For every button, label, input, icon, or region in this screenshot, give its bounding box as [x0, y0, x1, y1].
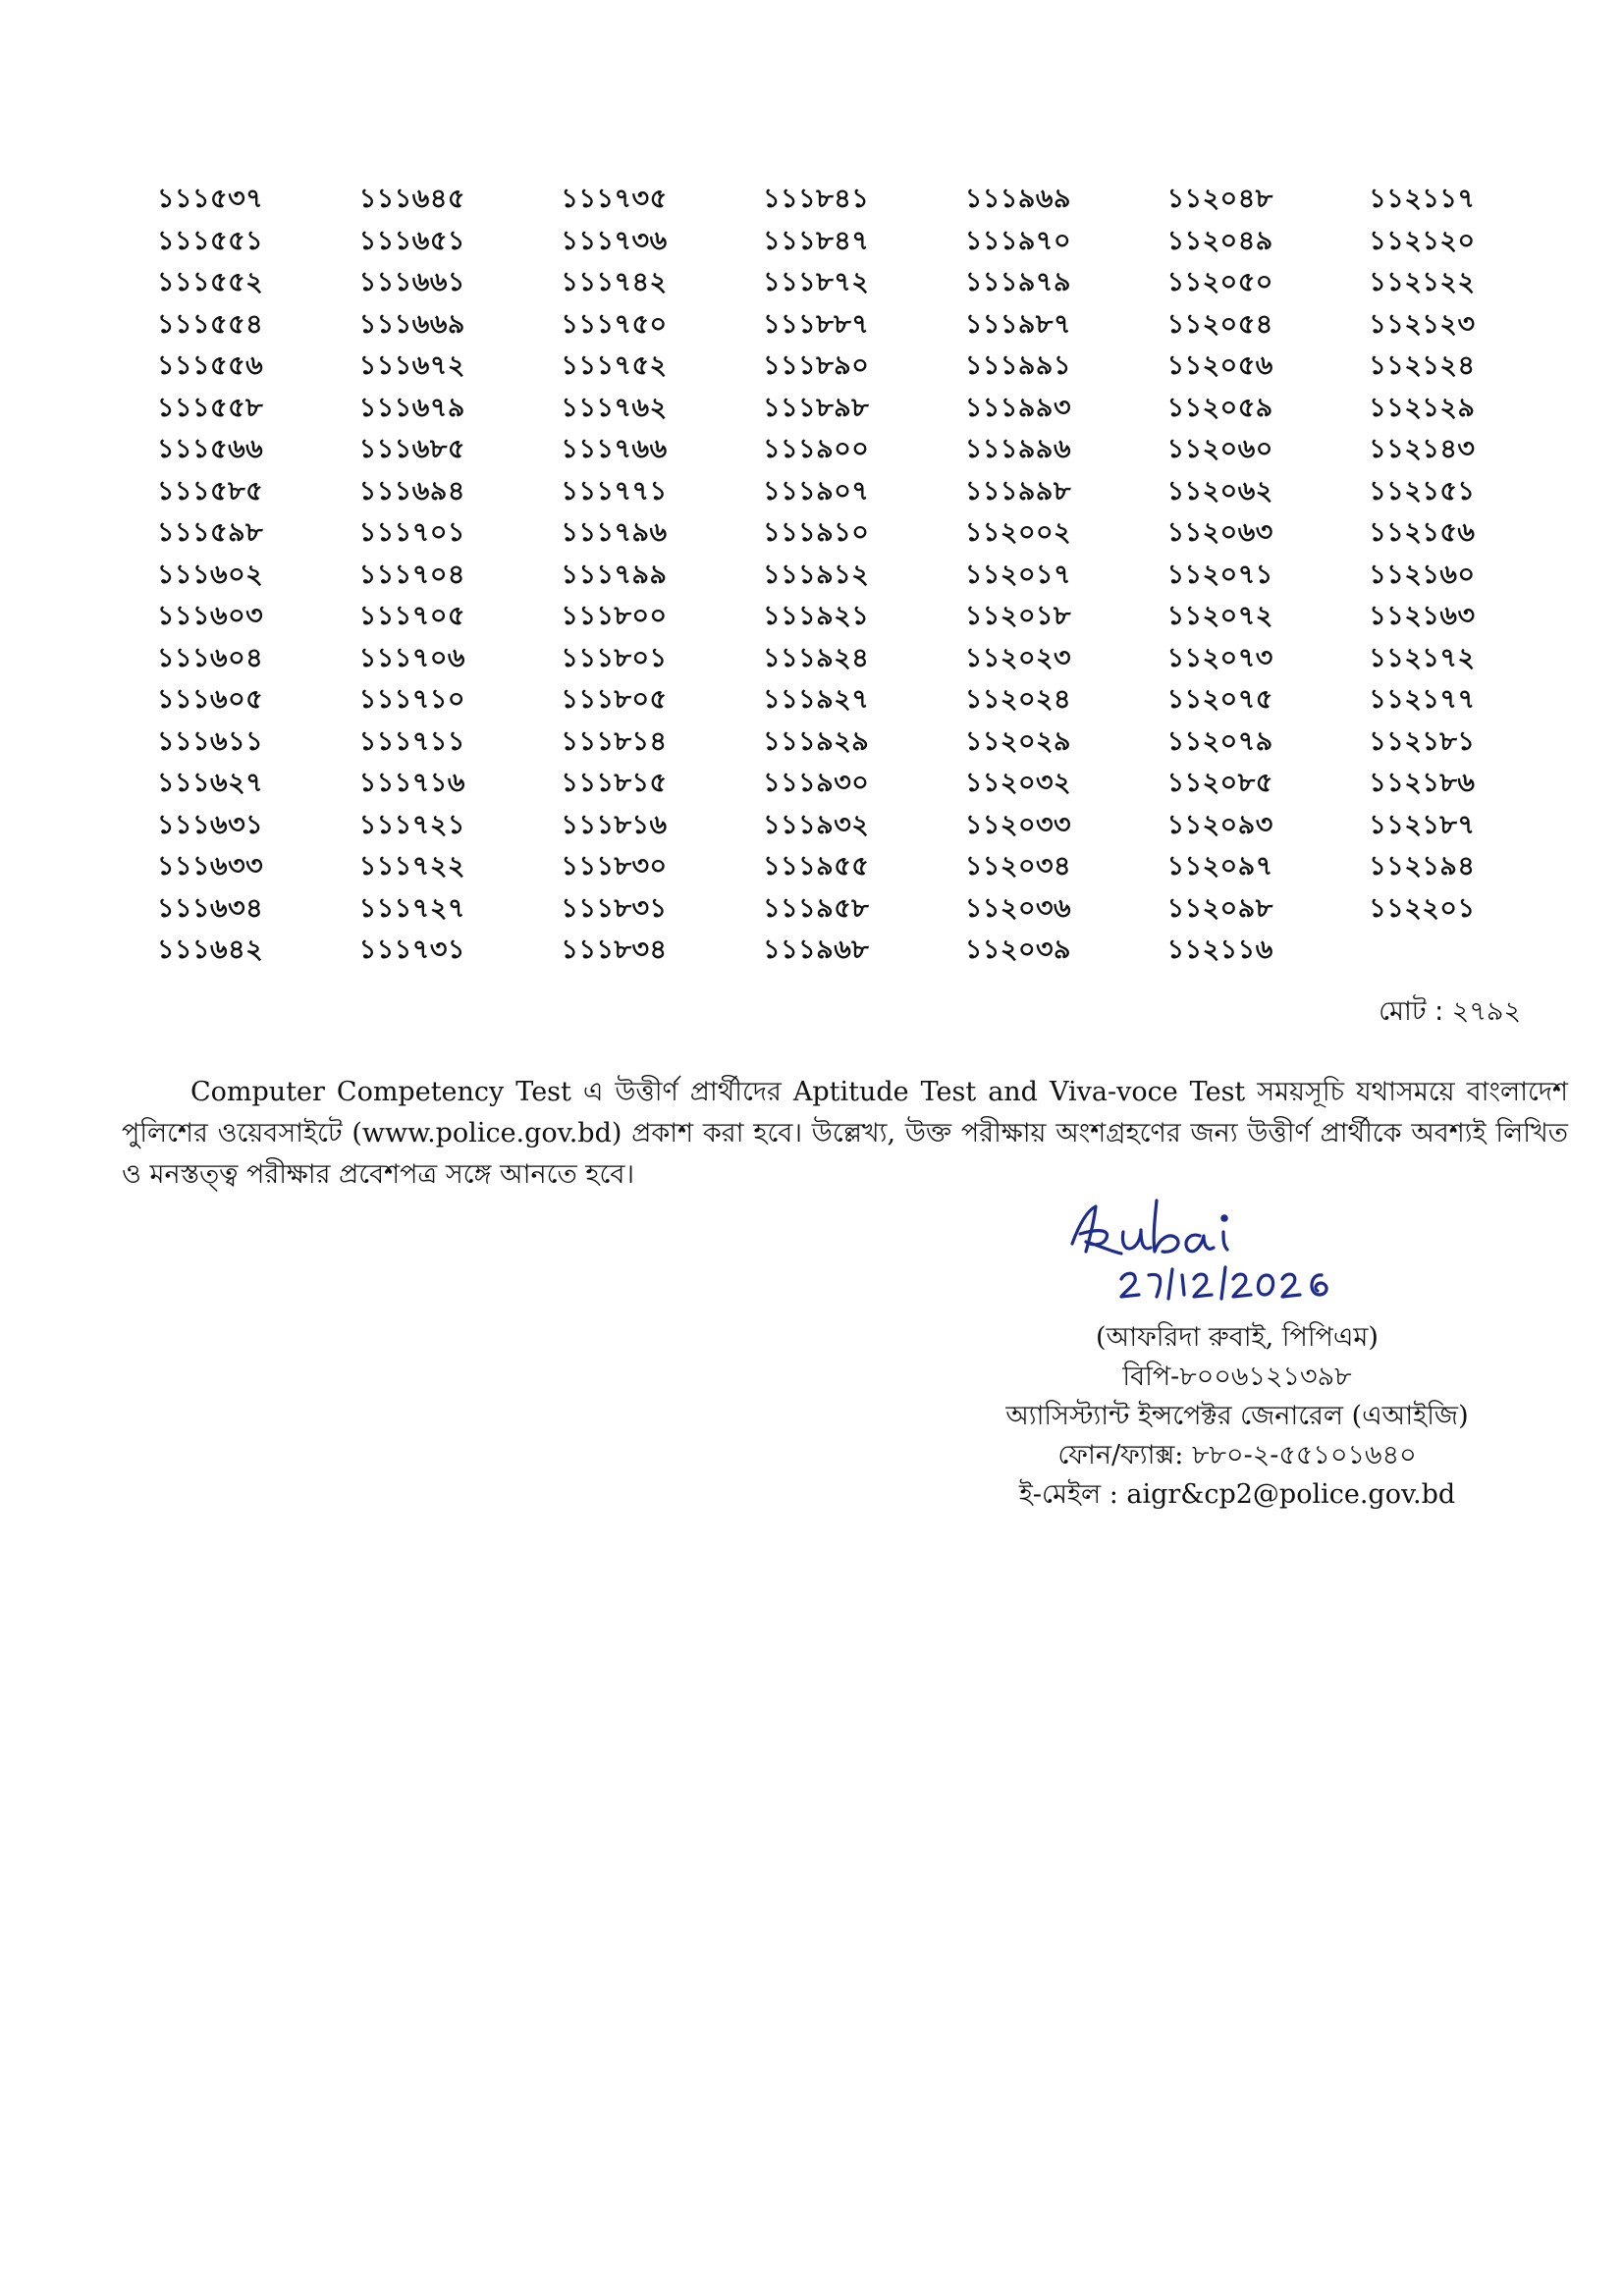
roll-number: ১১১৮৪১ [763, 184, 870, 214]
roll-number: ১১২১২২ [1369, 267, 1476, 297]
roll-number: ১১২০১৮ [964, 601, 1072, 631]
total-count: মোট : ২৭৯২ [1379, 996, 1521, 1027]
roll-number: ১১১৬৭৯ [358, 392, 465, 423]
roll-number: ১১১৬৩১ [157, 809, 264, 840]
roll-number: ১১১৯৮৭ [964, 308, 1071, 340]
roll-number: ১১২১৬০ [1369, 559, 1476, 590]
roll-number-grid [157, 179, 1571, 972]
roll-number: ১১১৭০৪ [358, 559, 465, 590]
roll-number: ১১২০৩৬ [964, 892, 1072, 924]
roll-column-7 [1369, 179, 1571, 972]
roll-number: ১১১৯৩০ [763, 768, 870, 798]
roll-number: ১১১৬৪২ [157, 934, 264, 965]
signatory-email: ই-মেইল : aigr&cp2@police.gov.bd [1018, 1479, 1456, 1510]
roll-number: ১১১৬১১ [157, 725, 264, 757]
roll-number: ১১১৯৯১ [964, 350, 1071, 381]
roll-number: ১১২০৭৯ [1166, 725, 1273, 757]
roll-number: ১১১৬৬১ [358, 267, 465, 297]
roll-number: ১১২১২৩ [1369, 308, 1476, 340]
roll-number: ১১২০৯৩ [1166, 809, 1273, 840]
roll-number: ১১২০৮৫ [1166, 768, 1273, 798]
roll-number: ১১১৮৪৭ [763, 225, 870, 256]
notice-paragraph: Computer Competency Test এ উত্তীর্ণ প্রার্থীদের Aptitude Test and Viva-voce Test সময়সূচি যথাসময়ে বাংলাদেশ পুলিশের ওয়েবসাইটে (www.police.gov.bd) প্রকাশ করা হবে। উল্লেখ্য, উক্ত পরীক্ষায় অংশগ্রহণের জন্য উত্তীর্ণ প্রার্থীকে অবশ্যই লিখিত ও মনস্তত্ত্ব পরীক্ষার প্রবেশপত্র সঙ্গে আনতে হবে। [122, 1077, 1568, 1190]
roll-number: ১১১৮০৫ [561, 684, 668, 715]
signatory-name: (আফরিদা রুবাই, পিপিএম) [1096, 1322, 1379, 1353]
roll-number: ১১১৭১১ [358, 725, 465, 757]
roll-number: ১১১৮৯৮ [763, 392, 870, 423]
roll-number: ১১১৯৩২ [763, 809, 870, 840]
roll-number: ১১২০৫৪ [1166, 308, 1273, 340]
roll-number: ১১১৯৬৯ [964, 184, 1071, 214]
roll-number: ১১২০৫৬ [1166, 350, 1273, 381]
roll-number: ১১১৭৫২ [561, 350, 668, 381]
roll-number: ১১২০৪৯ [1166, 225, 1273, 256]
roll-number: ১১১৬৩৩ [157, 851, 264, 881]
roll-number: ১১১৬২৭ [157, 768, 264, 798]
roll-number: ১১২১৭৭ [1369, 684, 1476, 715]
roll-number: ১১১৯৯৮ [964, 475, 1071, 507]
roll-number: ১১১৮৩১ [561, 892, 668, 924]
roll-number: ১১২২০১ [1369, 892, 1476, 924]
roll-number: ১১১৮৭২ [763, 267, 870, 297]
roll-number: ১১১৭৬২ [561, 392, 668, 423]
roll-number: ১১১৬০৫ [157, 684, 264, 715]
roll-number: ১১১৯৫৫ [763, 851, 870, 881]
roll-number: ১১১৬৬৯ [358, 308, 465, 340]
roll-number: ১১১৮৩০ [561, 851, 668, 881]
roll-number: ১১১৮১৫ [561, 768, 668, 798]
roll-number: ১১২০৩৩ [964, 809, 1072, 840]
roll-number: ১১১৯১২ [763, 559, 870, 590]
roll-number: ১১২০০২ [964, 517, 1072, 548]
roll-number: ১১১৫৫৪ [157, 308, 264, 340]
roll-number: ১১২০১৭ [964, 559, 1072, 590]
roll-number: ১১১৬৫১ [358, 225, 465, 256]
roll-number: ১১২১৪৩ [1369, 434, 1476, 464]
roll-number: ১১১৯৬৮ [763, 934, 870, 965]
roll-number: ১১১৯০৭ [763, 475, 870, 507]
roll-number: ১১১৬৪৫ [358, 184, 465, 214]
roll-number: ১১২০৭২ [1166, 601, 1273, 631]
roll-number: ১১২০৬০ [1166, 434, 1273, 464]
signatory-phone-fax: ফোন/ফ্যাক্স: ৮৮০-২-৫৫১০১৬৪০ [1057, 1440, 1417, 1470]
signatory-designation: অ্যাসিস্ট্যান্ট ইন্সপেক্টর জেনারেল (এআইজি) [1005, 1401, 1469, 1431]
roll-number: ১১১৭৩৬ [561, 225, 668, 256]
roll-number: ১১১৬০২ [157, 559, 264, 590]
roll-number: ১১১৭০৬ [358, 642, 465, 673]
roll-number: ১১১৯১০ [763, 517, 870, 548]
roll-number: ১১২০৬২ [1166, 475, 1273, 507]
roll-number: ১১১৮৯০ [763, 350, 870, 381]
roll-number: ১১২১৮৬ [1369, 768, 1476, 798]
roll-column-6 [1167, 179, 1370, 972]
roll-number: ১১১৭৯৬ [561, 517, 668, 548]
roll-column-5 [965, 179, 1167, 972]
roll-number: ১১১৯০০ [763, 434, 870, 464]
roll-number: ১১১৬৩৪ [157, 892, 264, 924]
roll-number: ১১২০৯৭ [1166, 851, 1273, 881]
roll-number: ১১১৫৮৫ [157, 475, 264, 507]
roll-number: ১১১৭১০ [358, 684, 465, 715]
roll-number: ১১২১৫৬ [1369, 517, 1476, 548]
roll-number: ১১১৮৩৪ [561, 934, 668, 965]
roll-number: ১১২০২৪ [964, 684, 1072, 715]
roll-number: ১১২০৯৮ [1166, 892, 1273, 924]
roll-number: ১১২০৩৯ [964, 934, 1072, 965]
roll-number: ১১২০২৯ [964, 725, 1072, 757]
roll-number: ১১১৫৫১ [157, 225, 264, 256]
roll-number: ১১১৭২২ [358, 851, 465, 881]
roll-number: ১১২১১৬ [1166, 934, 1273, 965]
roll-number: ১১২০৩২ [964, 768, 1072, 798]
roll-number: ১১১৯২৯ [763, 725, 870, 757]
roll-number: ১১২০২৩ [964, 642, 1072, 673]
roll-number: ১১১৮১৬ [561, 809, 668, 840]
roll-number: ১১১৬৮৫ [358, 434, 465, 464]
roll-column-2 [359, 179, 562, 972]
roll-number: ১১২১৭২ [1369, 642, 1476, 673]
roll-number: ১১১৬০৪ [157, 642, 264, 673]
roll-number: ১১২১৬৩ [1369, 601, 1476, 631]
roll-number: ১১২০৫০ [1166, 267, 1273, 297]
roll-number: ১১১৯২৪ [763, 642, 870, 673]
roll-number: ১১১৬০৩ [157, 601, 264, 631]
roll-number: ১১১৭৪২ [561, 267, 668, 297]
roll-number: ১১১৯৭৯ [964, 267, 1071, 297]
signature-drawing [1060, 1193, 1384, 1306]
roll-number: ১১২০৬৩ [1166, 517, 1273, 548]
roll-number: ১১১৫৫৮ [157, 392, 264, 423]
roll-number: ১১১৭১৬ [358, 768, 465, 798]
roll-number: ১১২১৯৪ [1369, 851, 1476, 881]
roll-number: ১১১৭৭১ [561, 475, 668, 507]
roll-number: ১১২১৮৭ [1369, 809, 1476, 840]
roll-number: ১১১৮০১ [561, 642, 668, 673]
roll-number: ১১১৬৯৪ [358, 475, 465, 507]
roll-number: ১১১৭৩৫ [561, 184, 668, 214]
roll-column-3 [561, 179, 763, 972]
roll-column-4 [763, 179, 965, 972]
roll-number: ১১১৫৫৬ [157, 350, 264, 381]
roll-number: ১১১৯২৭ [763, 684, 870, 715]
roll-number: ১১১৭০১ [358, 517, 465, 548]
roll-number: ১১২০৭১ [1166, 559, 1273, 590]
roll-number: ১১২১১৭ [1369, 184, 1476, 214]
roll-number: ১১২১২৪ [1369, 350, 1476, 381]
roll-number: ১১২১৮১ [1369, 725, 1476, 757]
roll-number: ১১১৫৫২ [157, 267, 264, 297]
signatory-block [943, 1318, 1532, 1515]
roll-number: ১১১৫৬৬ [157, 434, 264, 464]
roll-number: ১১১৮৮৭ [763, 308, 870, 340]
roll-number: ১১১৭০৫ [358, 601, 465, 631]
roll-number: ১১২০৪৮ [1166, 184, 1273, 214]
roll-number: ১১১৫৯৮ [157, 517, 264, 548]
roll-number: ১১১৭৫০ [561, 308, 668, 340]
roll-number: ১১১৯৫৮ [763, 892, 870, 924]
roll-number: ১১২০৭৩ [1166, 642, 1273, 673]
roll-number: ১১১৯৯৬ [964, 434, 1071, 464]
roll-number: ১১২১২০ [1369, 225, 1476, 256]
roll-number: ১১১৯২১ [763, 601, 870, 631]
signatory-bp-number: বিপি-৮০০৬১২১৩৯৮ [1122, 1362, 1352, 1392]
roll-number: ১১১৭৩১ [358, 934, 465, 965]
roll-number: ১১২০৭৫ [1166, 684, 1273, 715]
roll-number: ১১১৮০০ [561, 601, 668, 631]
roll-number: ১১২০৫৯ [1166, 392, 1273, 423]
roll-number: ১১১৮১৪ [561, 725, 668, 757]
roll-number: ১১২১২৯ [1369, 392, 1476, 423]
roll-number: ১১২০৩৪ [964, 851, 1072, 881]
handwritten-signature [1060, 1193, 1384, 1306]
roll-number: ১১১৭২১ [358, 809, 465, 840]
roll-number: ১১১৬৭২ [358, 350, 465, 381]
roll-column-1 [157, 179, 359, 972]
roll-number: ১১১৭৯৯ [561, 559, 668, 590]
roll-number: ১১১৭৬৬ [561, 434, 668, 464]
roll-number: ১১১৯৯৩ [964, 392, 1071, 423]
roll-number: ১১২১৫১ [1369, 475, 1476, 507]
roll-number: ১১১৫৩৭ [157, 184, 264, 214]
roll-number: ১১১৭২৭ [358, 892, 465, 924]
roll-number: ১১১৯৭০ [964, 225, 1072, 256]
